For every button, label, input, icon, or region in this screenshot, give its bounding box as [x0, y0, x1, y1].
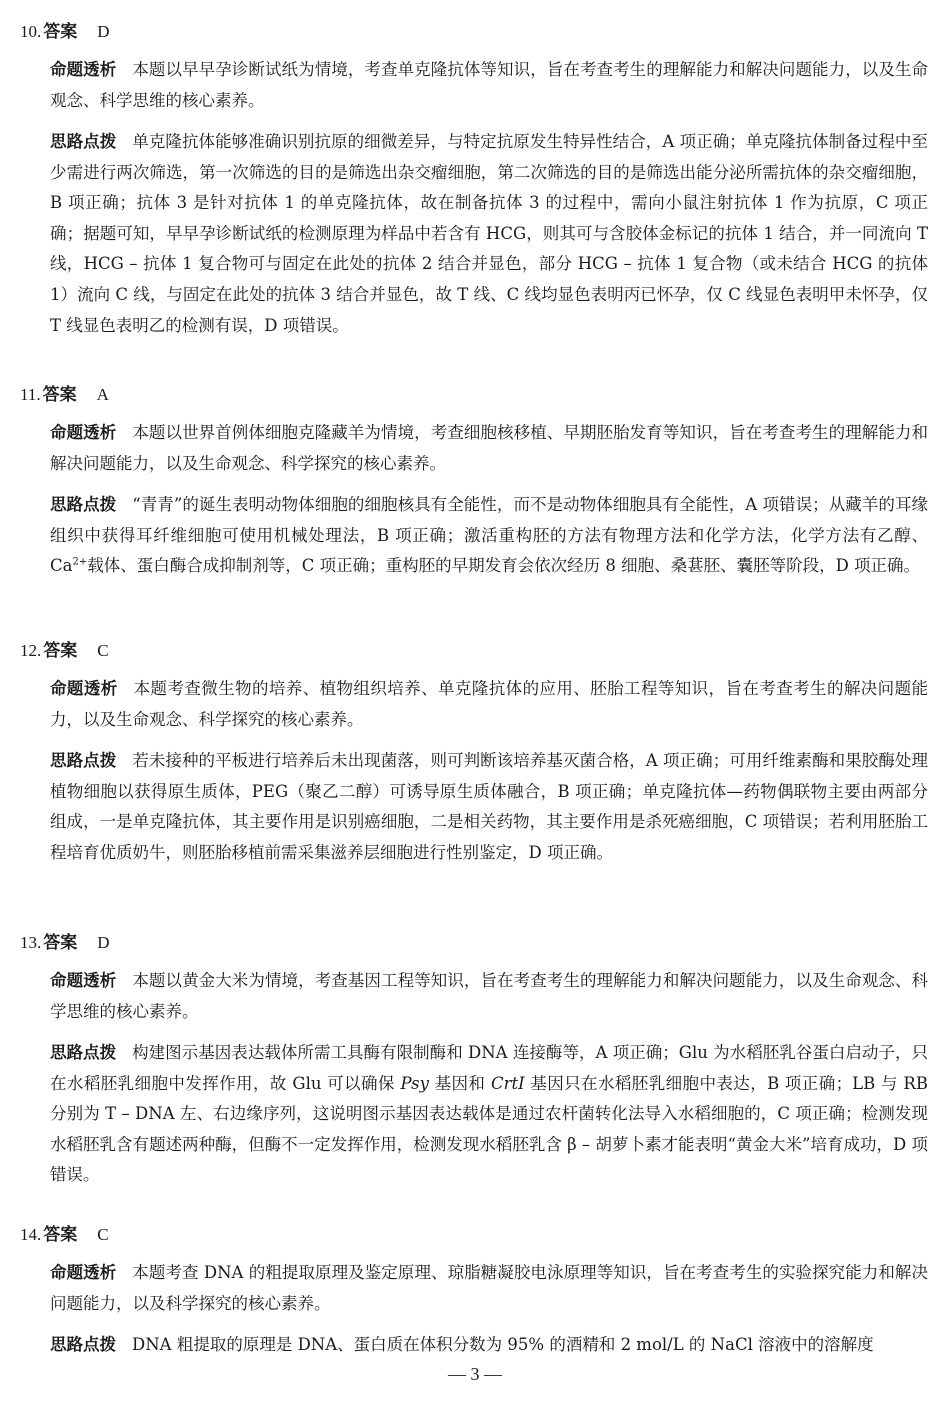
- q14-header: [20, 1224, 109, 1246]
- q11-analysis-label: 命题透析: [50, 423, 117, 442]
- q10-explain-text: 单克隆抗体能够准确识别抗原的细微差异，与特定抗原发生特异性结合，A 项正确；单克隆抗体制备过程中至少需进行两次筛选，第一次筛选的目的是筛选出杂交瘤细胞，第二次筛选的目的是筛选出能分泌所需抗体的杂交瘤细胞，B 项正确；抗体 3 是针对抗体 1 的单克隆抗体，故在制备抗体 3 的过程中，需向小鼠注射抗体 1 作为抗原，C 项正确；据题可知，早早孕诊断试纸的检测原理为样品中若含有 HCG，则其可与含胶体金标记的抗体 1 结合，并一同流向 T 线，HCG – 抗体 1 复合物可与固定在此处的抗体 2 结合并显色，部分 HCG – 抗体 1 复合物（或未结合 HCG 的抗体 1）流向 C 线，与固定在此处的抗体 3 结合并显色，故 T 线、C 线均显色表明丙已怀孕，仅 C 线显色表明甲未怀孕，仅 T 线显色表明乙的检测有误，D 项错误。: [50, 132, 928, 335]
- q14-analysis: [50, 1258, 928, 1319]
- q14-number: 14.: [20, 1225, 42, 1244]
- q13-explain-text-a: 构建图示基因表达载体所需工具酶有限制酶和 DNA 连接酶等，A 项正确；Glu 为水稻胚乳谷蛋白启动子，只在水稻胚乳细胞中发挥作用，故 Glu 可以确保: [50, 1043, 929, 1093]
- q11-explain-text-b: 载体、蛋白酶合成抑制剂等，C 项正确；重构胚的早期发育会依次经历 8 细胞、桑葚胚、囊胚等阶段，D 项正确。: [87, 556, 921, 576]
- q10-analysis: [50, 55, 928, 116]
- q10-analysis-label: 命题透析: [50, 60, 117, 79]
- q14-explain: [50, 1330, 928, 1361]
- q11-explain-label: 思路点拨: [50, 495, 117, 514]
- q14-analysis-text: 本题考查 DNA 的粗提取原理及鉴定原理、琼脂糖凝胶电泳原理等知识，旨在考查考生的实验探究能力和解决问题能力，以及科学探究的核心素养。: [50, 1263, 929, 1313]
- q10-explain: [50, 127, 928, 341]
- q10-header: [20, 21, 110, 43]
- gene-crti: CrtI: [491, 1073, 525, 1093]
- q11-answer-label: 答案: [42, 385, 77, 405]
- q12-answer-label: 答案: [43, 641, 78, 661]
- q12-analysis-text: 本题考查微生物的培养、植物组织培养、单克隆抗体的应用、胚胎工程等知识，旨在考查考生的解决问题能力，以及生命观念、科学探究的核心素养。: [50, 679, 929, 729]
- q10-explain-label: 思路点拨: [50, 132, 117, 151]
- q12-analysis-label: 命题透析: [50, 679, 118, 698]
- q13-answer: D: [97, 933, 110, 952]
- q13-explain-label: 思路点拨: [50, 1043, 117, 1062]
- q14-explain-text: DNA 粗提取的原理是 DNA、蛋白质在体积分数为 95% 的酒精和 2 mol/L 的 NaCl 溶液中的溶解度: [132, 1335, 874, 1354]
- q14-answer: C: [97, 1225, 109, 1244]
- q11-analysis: [50, 418, 928, 479]
- q13-explain-text-c: 基因只在水稻胚乳细胞中表达，B 项正确；LB 与 RB 分别为 T – DNA 左、右边缘序列，这说明图示基因表达载体是通过农杆菌转化法导入水稻细胞的，C 项正确；检测发现水稻胚乳含有题述两种酶，但酶不一定发挥作用，检测发现水稻胚乳含 β – 胡萝卜素才能表明“黄金大米”培育成功，D 项错误。: [50, 1073, 928, 1185]
- q14-answer-label: 答案: [43, 1225, 78, 1245]
- q11-number: 11.: [20, 385, 41, 404]
- q10-answer-label: 答案: [43, 22, 78, 42]
- q12-explain-label: 思路点拨: [50, 751, 117, 770]
- q14-explain-label: 思路点拨: [50, 1335, 116, 1354]
- q14-analysis-label: 命题透析: [50, 1263, 117, 1282]
- gene-psy: Psy: [400, 1073, 429, 1093]
- q10-number: 10.: [20, 22, 42, 41]
- q11-analysis-text: 本题以世界首例体细胞克隆藏羊为情境，考查细胞核移植、早期胚胎发育等知识，旨在考查考生的理解能力和解决问题能力，以及生命观念、科学探究的核心素养。: [50, 423, 929, 473]
- q12-header: [20, 640, 109, 662]
- q13-number: 13.: [20, 933, 42, 952]
- q11-explain-text-a: “青青”的诞生表明动物体细胞的细胞核具有全能性，而不是动物体细胞具有全能性，A 项错误；从藏羊的耳缘组织中获得耳纤维细胞可使用机械处理法，B 项正确；激活重构胚的方法有物理方法和化学方法，化学方法有乙醇、Ca: [50, 495, 929, 576]
- q10-answer: D: [97, 22, 110, 41]
- q12-explain: [50, 746, 928, 868]
- q12-analysis: [50, 674, 928, 735]
- q11-answer: A: [96, 385, 109, 404]
- q13-analysis-label: 命题透析: [50, 971, 117, 990]
- q13-explain: [50, 1038, 928, 1191]
- q13-analysis-text: 本题以黄金大米为情境，考查基因工程等知识，旨在考查考生的理解能力和解决问题能力，以及生命观念、科学思维的核心素养。: [50, 971, 929, 1021]
- calcium-ion-charge: 2+: [72, 556, 88, 568]
- q13-analysis: [50, 966, 928, 1027]
- q10-analysis-text: 本题以早早孕诊断试纸为情境，考查单克隆抗体等知识，旨在考查考生的理解能力和解决问题能力，以及生命观念、科学思维的核心素养。: [50, 60, 929, 110]
- q12-number: 12.: [20, 641, 42, 660]
- page-number: — 3 —: [448, 1364, 502, 1384]
- q12-explain-text: 若未接种的平板进行培养后未出现菌落，则可判断该培养基灭菌合格，A 项正确；可用纤维素酶和果胶酶处理植物细胞以获得原生质体，PEG（聚乙二醇）可诱导原生质体融合，B 项正确；单克隆抗体—药物偶联物主要由两部分组成，一是单克隆抗体，其主要作用是识别癌细胞，二是相关药物，其主要作用是杀死癌细胞，C 项错误；若利用胚胎工程培育优质奶牛，则胚胎移植前需采集滋养层细胞进行性别鉴定，D 项正确。: [50, 751, 928, 862]
- q13-header: [20, 932, 110, 954]
- q12-answer: C: [97, 641, 109, 660]
- q13-answer-label: 答案: [43, 933, 78, 953]
- q11-explain: [50, 490, 928, 582]
- q11-header: [20, 384, 109, 406]
- q13-explain-text-b: 基因和: [428, 1073, 491, 1093]
